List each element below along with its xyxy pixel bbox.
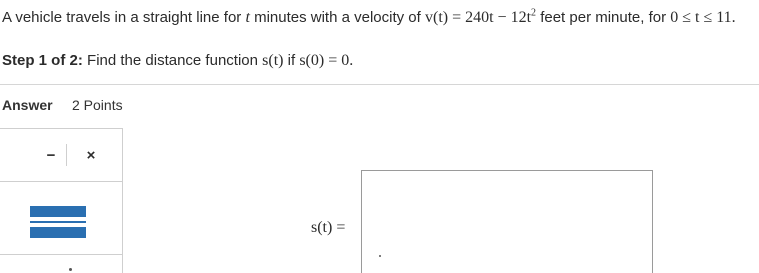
- problem-intro: A vehicle travels in a straight line for: [2, 9, 246, 26]
- palette-row-divider: [0, 254, 122, 255]
- step-function: s(t): [262, 52, 284, 69]
- minimize-palette-button[interactable]: [40, 145, 62, 165]
- problem-domain: 0 ≤ t ≤ 11.: [670, 9, 736, 26]
- fraction-button[interactable]: [30, 206, 86, 240]
- fraction-numerator-icon: [30, 206, 86, 217]
- fraction-bar-icon: [30, 221, 86, 223]
- problem-mid: minutes with a velocity of: [249, 9, 425, 26]
- velocity-exponent: 2: [531, 7, 537, 19]
- palette-toolbar: [0, 129, 122, 182]
- answer-input[interactable]: [361, 170, 653, 273]
- problem-units: feet per minute, for: [536, 9, 671, 26]
- points-value: 2 Points: [72, 97, 123, 113]
- step-cond-text: if: [283, 52, 300, 69]
- velocity-lhs: v(t) = 240t − 12t: [424, 9, 532, 26]
- velocity-expression: [425, 9, 536, 26]
- close-icon: ×: [86, 146, 96, 164]
- fraction-denominator-icon: [30, 227, 86, 238]
- math-palette: [0, 128, 123, 273]
- step-condition: s(0) = 0.: [299, 52, 354, 69]
- close-palette-button[interactable]: [80, 145, 102, 165]
- problem-statement: [2, 9, 736, 27]
- toolbar-separator: [66, 144, 67, 166]
- step-instruction: [2, 52, 353, 70]
- section-divider: [0, 84, 759, 85]
- step-text: Find the distance function: [82, 52, 263, 69]
- minus-icon: −: [46, 146, 56, 164]
- problem-t-variable: t: [245, 9, 250, 26]
- input-cursor: [379, 255, 381, 257]
- answer-label: Answer: [2, 97, 53, 113]
- step-label: Step 1 of 2:: [2, 52, 83, 69]
- palette-dot-icon[interactable]: [69, 268, 72, 271]
- answer-prefix: s(t) =: [311, 219, 346, 236]
